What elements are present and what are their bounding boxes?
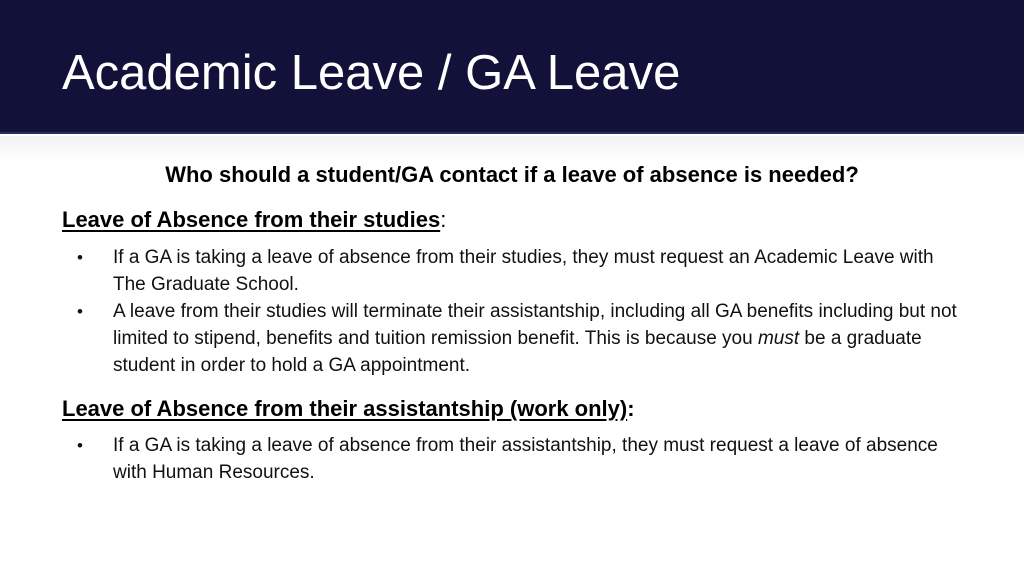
bullet-text: If a GA is taking a leave of absence from their assistantship, they must request a leave of absence with Human Resources.: [113, 435, 938, 483]
bullet-text: If a GA is taking a leave of absence from their studies, they must request an Academic Leave with The Graduate School.: [113, 247, 934, 295]
section-heading-assistantship: [62, 394, 635, 424]
section-heading-studies: [62, 205, 446, 235]
section-heading-assistantship-text: Leave of Absence from their assistantship (work only): [62, 396, 628, 421]
bullet-emphasis: must: [757, 328, 800, 349]
section-heading-studies-colon: :: [440, 207, 447, 232]
bullet-icon: •: [77, 436, 83, 455]
section-heading-assistantship-colon: :: [627, 396, 635, 421]
question-text: Who should a student/GA contact if a leave of absence is needed?: [165, 162, 859, 187]
section-heading-studies-text: Leave of Absence from their studies: [62, 207, 441, 232]
bullet-icon: •: [77, 302, 83, 321]
list-item: [62, 432, 962, 486]
bullet-icon: •: [77, 248, 83, 267]
list-item: [62, 298, 962, 379]
title-bar: [0, 0, 1024, 134]
bullet-text-after: be a graduate student in order to hold a GA appointment.: [113, 328, 922, 376]
title-bar-shadow: [0, 136, 1024, 162]
slide-title: Academic Leave / GA Leave: [62, 46, 681, 100]
studies-bullet-list: [62, 244, 962, 379]
assistantship-bullet-list: [62, 432, 962, 486]
bullet-text-before: A leave from their studies will terminate their assistantship, including all GA benefits including but not limited to stipend, benefits and tuition remission benefit. This is because you: [113, 301, 957, 349]
list-item: [62, 244, 962, 298]
